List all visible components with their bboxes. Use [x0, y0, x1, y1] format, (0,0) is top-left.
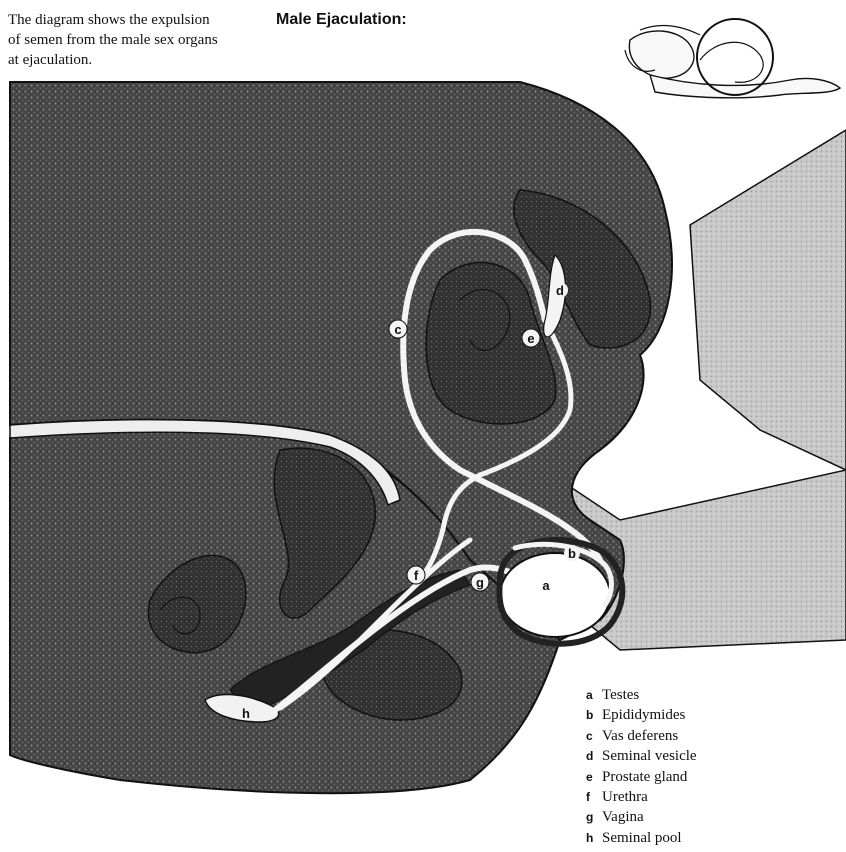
- label-h-text: h: [242, 706, 250, 721]
- legend-item-prostate-gland: [586, 767, 697, 787]
- label-f-text: f: [413, 568, 419, 583]
- label-d-text: d: [556, 283, 564, 298]
- label-c: [389, 320, 407, 338]
- legend-text: Testes: [602, 687, 640, 703]
- legend-text: Seminal vesicle: [602, 748, 697, 765]
- inset-figure: [625, 19, 840, 98]
- caption-line-3: at ejaculation.: [8, 52, 93, 68]
- legend-text: Vas deferens: [602, 727, 679, 744]
- legend-key: b: [586, 708, 594, 723]
- legend-item-seminal-pool: [586, 828, 697, 848]
- legend: [586, 685, 697, 848]
- legend-key: d: [586, 749, 594, 764]
- caption-line-1: The diagram shows the expulsion: [8, 12, 210, 28]
- label-e-text: e: [527, 331, 535, 346]
- legend-item-epididymides: [586, 705, 697, 725]
- legend-key: a: [586, 688, 593, 702]
- label-d: [552, 282, 568, 298]
- testis: [500, 553, 610, 637]
- label-f: [407, 566, 425, 584]
- legend-item-urethra: [586, 787, 697, 807]
- label-g-text: g: [476, 575, 484, 590]
- legend-key: e: [586, 769, 593, 784]
- legend-text: Prostate gland: [602, 768, 688, 785]
- legend-text: Seminal pool: [602, 829, 682, 846]
- legend-text: Urethra: [602, 788, 648, 805]
- male-thigh-shape: [690, 130, 846, 470]
- diagram-title: Male Ejaculation:: [276, 11, 407, 28]
- legend-item-testes: [586, 685, 697, 705]
- legend-key: f: [586, 789, 590, 804]
- caption-line-2: of semen from the male sex organs: [8, 32, 218, 48]
- label-h: [242, 706, 250, 721]
- legend-key: h: [586, 830, 594, 845]
- label-e: [522, 329, 540, 347]
- legend-key: g: [586, 810, 594, 825]
- legend-text: Epididymides: [602, 707, 686, 724]
- legend-key: c: [586, 728, 593, 743]
- label-c-text: c: [394, 322, 402, 337]
- legend-item-vagina: [586, 807, 697, 827]
- label-a: [542, 578, 550, 593]
- legend-text: Vagina: [602, 809, 644, 826]
- legend-item-seminal-vesicle: [586, 746, 697, 766]
- label-g: [471, 573, 489, 591]
- label-b-text: b: [568, 546, 576, 561]
- label-a-text: a: [542, 578, 550, 593]
- legend-item-vas-deferens: [586, 726, 697, 746]
- label-b: [564, 545, 580, 561]
